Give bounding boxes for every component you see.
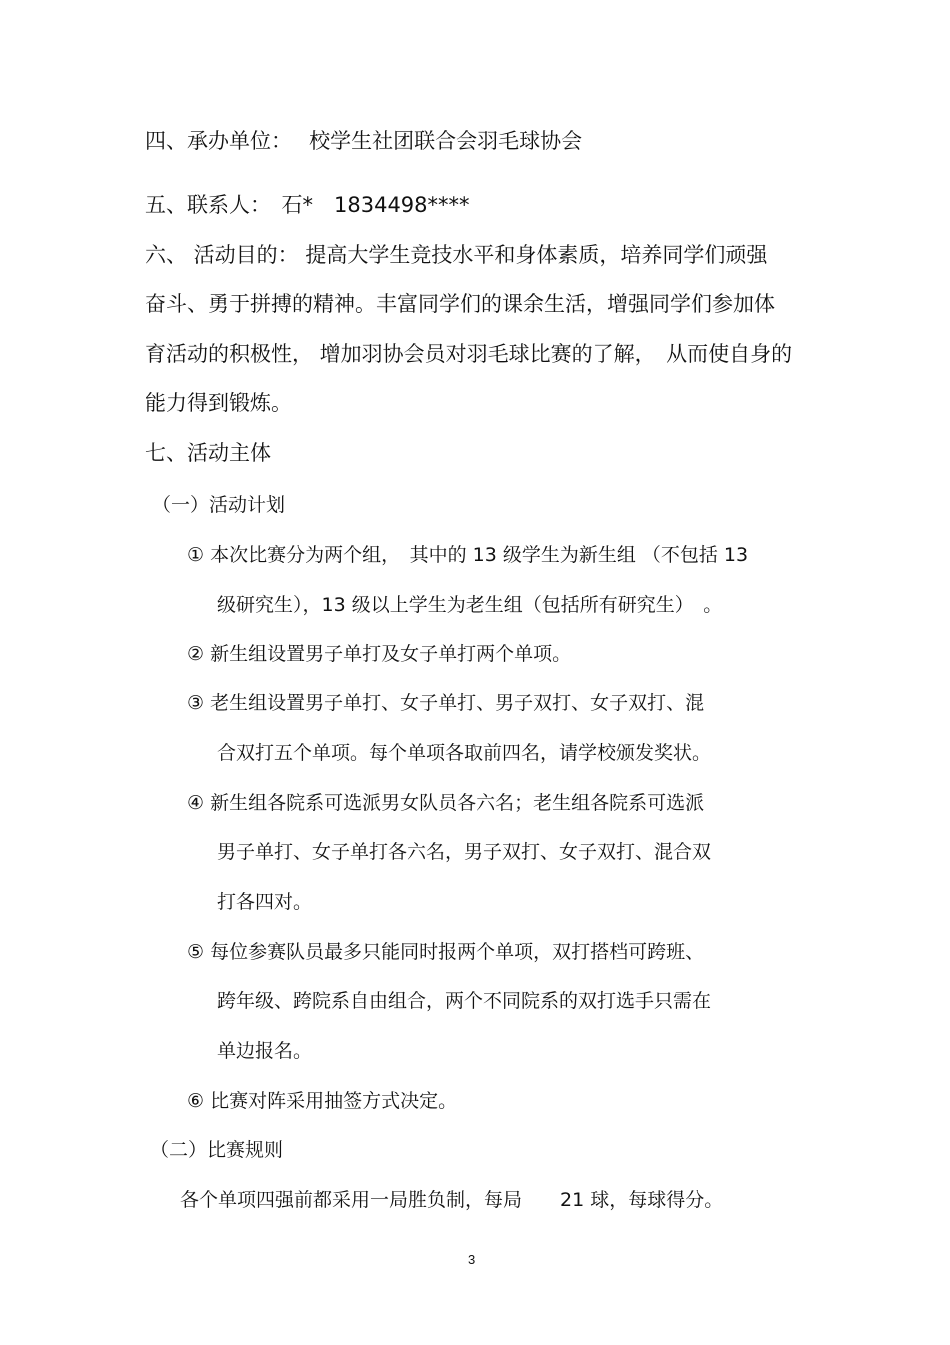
plan-item-1-line-2: 级研究生），13 级以上学生为老生组（包括所有研究生） 。 [217, 594, 723, 616]
contact-line: 五、联系人： 石* 1834498**** [145, 193, 470, 217]
plan-item-4-line-2: 男子单打、女子单打各六名，男子双打、女子双打、混合双 [217, 841, 712, 863]
purpose-line-4: 能力得到锻炼。 [145, 391, 292, 415]
purpose-line-1: 六、 活动目的： 提高大学生竞技水平和身体素质，培养同学们顽强 [145, 243, 768, 267]
plan-item-4-line-1: ④ 新生组各院系可选派男女队员各六名；老生组各院系可选派 [187, 792, 705, 814]
plan-item-5-line-2: 跨年级、跨院系自由组合，两个不同院系的双打选手只需在 [217, 990, 712, 1012]
plan-item-5-line-3: 单边报名。 [217, 1040, 313, 1062]
rules-line-1: 各个单项四强前都采用一局胜负制，每局 21 球，每球得分。 [180, 1189, 724, 1211]
purpose-line-3: 育活动的积极性， 增加羽协会员对羽毛球比赛的了解， 从而使自身的 [145, 342, 793, 366]
plan-item-1-line-1: ① 本次比赛分为两个组， 其中的 13 级学生为新生组 （不包括 13 [187, 544, 749, 566]
plan-item-5-line-1: ⑤ 每位参赛队员最多只能同时报两个单项，双打搭档可跨班、 [187, 941, 705, 963]
purpose-line-2: 奋斗、勇于拼搏的精神。丰富同学们的课余生活，增强同学们参加体 [145, 292, 775, 316]
subheading-plan: （一）活动计划 [152, 494, 286, 516]
plan-item-3-line-2: 合双打五个单项。每个单项各取前四名，请学校颁发奖状。 [217, 742, 712, 764]
organizer-line: 四、承办单位： 校学生社团联合会羽毛球协会 [145, 129, 583, 153]
plan-item-2: ② 新生组设置男子单打及女子单打两个单项。 [187, 643, 572, 665]
plan-item-3-line-1: ③ 老生组设置男子单打、女子单打、男子双打、女子双打、混 [187, 692, 705, 714]
section-heading-main: 七、活动主体 [145, 441, 271, 465]
plan-item-6: ⑥ 比赛对阵采用抽签方式决定。 [187, 1090, 458, 1112]
page-number: 3 [468, 1252, 476, 1267]
plan-item-4-line-3: 打各四对。 [217, 891, 313, 913]
subheading-rules: （二）比赛规则 [150, 1139, 284, 1161]
